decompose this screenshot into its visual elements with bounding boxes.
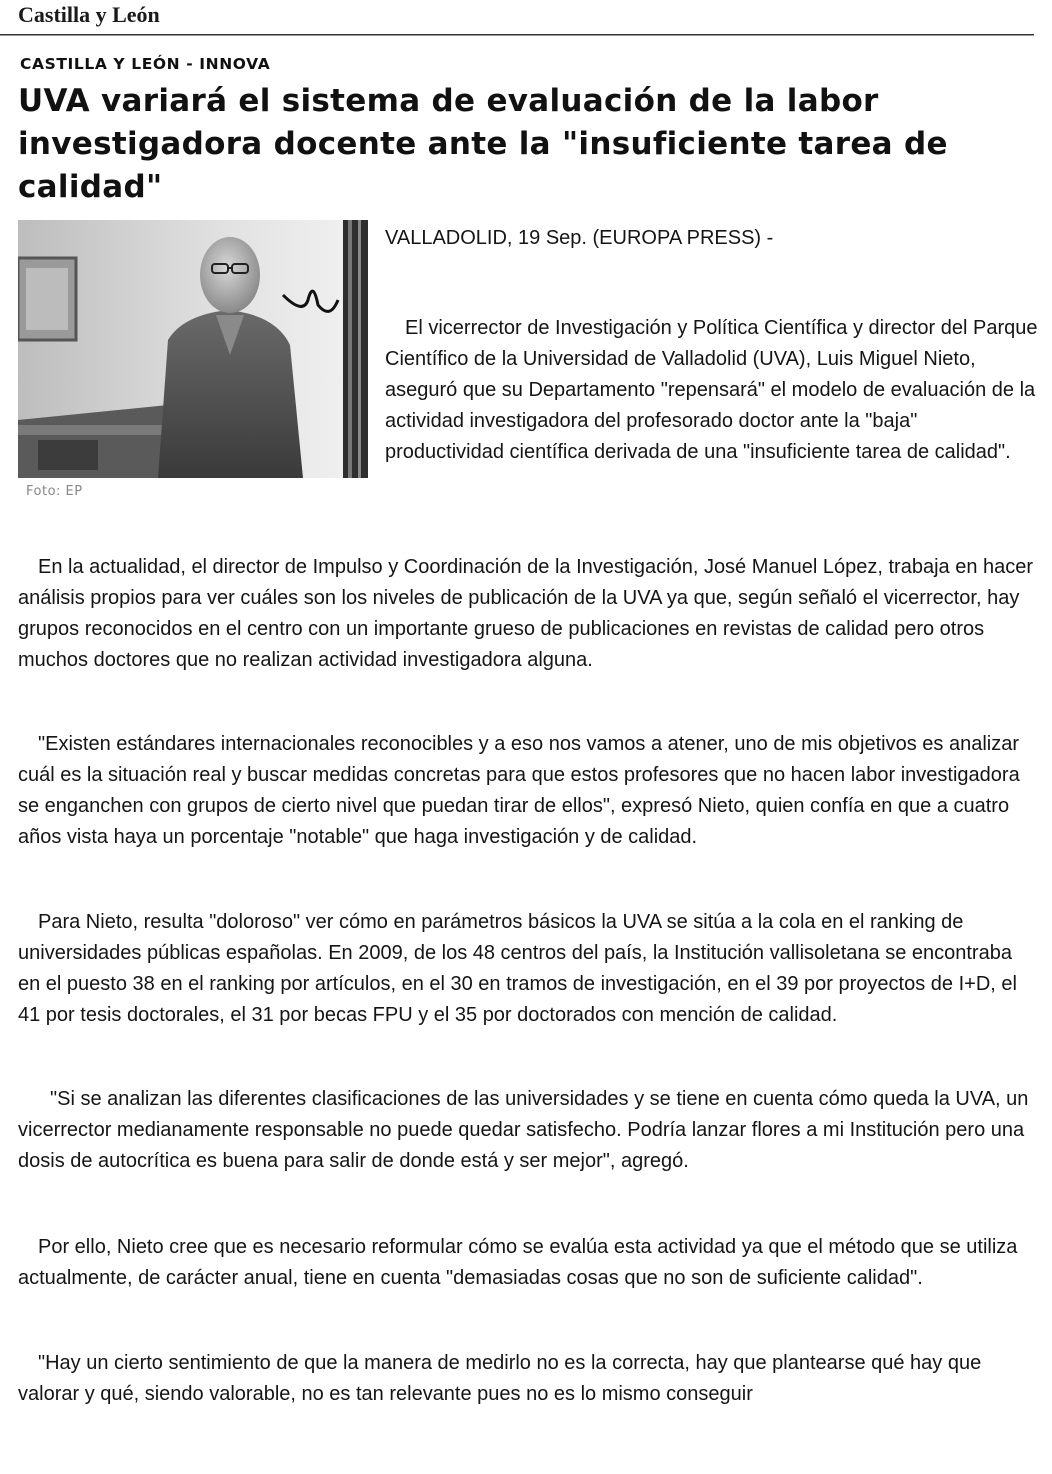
article-paragraph: En la actualidad, el director de Impulso y Coordinación de la Investigación, José Manuel López, trabaja en hacer análisis propios para ver cuáles son los niveles de publicación de la UVA ya que, según señaló el vicerrector, hay grupos reconocidos en el centro con un importante grueso de publicaciones en revistas de calidad pero otros muchos doctores que no realizan actividad investigadora alguna. [18, 556, 1034, 671]
section-name: Castilla y León [18, 2, 160, 27]
photo-credit: Foto: EP [26, 484, 83, 499]
article-paragraph: "Hay un cierto sentimiento de que la manera de medirlo no es la correcta, hay que plantearse qué hay que valorar y qué, siendo valorable, no es tan relevante pues no es lo mismo conseguir [18, 1352, 982, 1405]
article-paragraph: "Existen estándares internacionales reconocibles y a eso nos vamos a atener, uno de mis objetivos es analizar cuál es la situación real y buscar medidas concretas para que estos profesores que no hacen labor investigadora se enganchen con grupos de cierto nivel que puedan tirar de ellos", expresó Nieto, quien confía en que a cuatro años vista haya un porcentaje "notable" que haga investigación y de calidad. [18, 733, 1020, 848]
article-kicker: CASTILLA Y LEÓN - INNOVA [20, 55, 271, 73]
header-divider [0, 34, 1034, 36]
photo-illustration [18, 220, 368, 478]
article-headline: UVA variará el sistema de evaluación de la labor investigadora docente ante la "insuficiente tarea de calidad" [18, 83, 948, 205]
article-paragraph: Por ello, Nieto cree que es necesario reformular cómo se evalúa esta actividad ya que el método que se utiliza actualmente, de carácter anual, tiene en cuenta "demasiadas cosas que no son de suficiente calidad". [18, 1236, 1018, 1289]
article-paragraph: "Si se analizan las diferentes clasificaciones de las universidades y se tiene en cuenta cómo queda la UVA, un vicerrector medianamente responsable no puede quedar satisfecho. Podría lanzar flores a mi Institución pero una dosis de autocrítica es buena para salir de donde está y ser mejor", agregó. [18, 1088, 1029, 1172]
article-photo [18, 220, 368, 478]
article-paragraph: Para Nieto, resulta "doloroso" ver cómo en parámetros básicos la UVA se sitúa a la cola en el ranking de universidades públicas españolas. En 2009, de los 48 centros del país, la Institución vallisoletana se encontraba en el puesto 38 en el ranking por artículos, en el 30 en tramos de investigación, en el 39 por proyectos de I+D, el 41 por tesis doctorales, el 31 por becas FPU y el 35 por doctorados con mención de calidad. [18, 911, 1017, 1026]
article-dateline: VALLADOLID, 19 Sep. (EUROPA PRESS) - [385, 227, 774, 249]
article-paragraph: El vicerrector de Investigación y Política Científica y director del Parque Científico de la Universidad de Valladolid (UVA), Luis Miguel Nieto, aseguró que su Departamento "repensará" el modelo de evaluación de la actividad investigadora del profesorado doctor ante la "baja" productividad científica derivada de una "insuficiente tarea de calidad". [385, 317, 1038, 463]
